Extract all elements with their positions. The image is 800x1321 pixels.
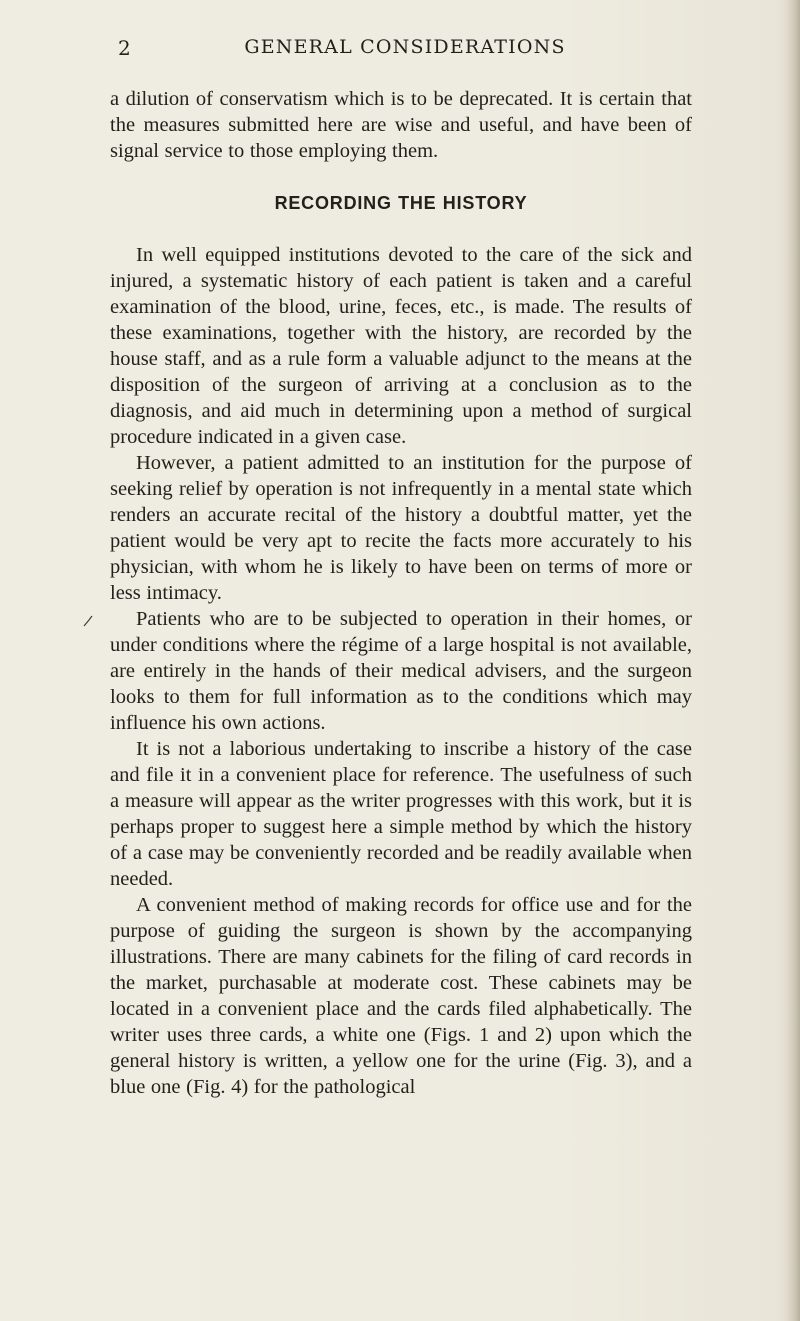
opening-paragraph: a dilution of conservatism which is to be deprecated. It is certain that the measures submitted here are wise and useful, and have been of signal service to those employing them. [110, 88, 692, 162]
page-edge-shadow [786, 0, 800, 1321]
paragraph: A convenient method of making records for office use and for the purpose of guiding the surgeon is shown by the accompanying illustrations. There are many cabinets for the filing of card records in the market, purchasable at moderate cost. These cabinets may be located in a convenient place and the cards filed alphabetically. The writer uses three cards, a white one (Figs. 1 and 2) upon which the general history is written, a yellow one for the urine (Fig. 3), and a blue one (Fig. 4) for the pathological [110, 894, 692, 1098]
body-text [110, 86, 692, 1100]
running-head [118, 36, 692, 64]
paragraph: It is not a laborious undertaking to inscribe a history of the case and file it in a convenient place for reference. The usefulness of such a measure will appear as the writer progresses with this work, but it is perhaps proper to suggest here a simple method by which the history of a case may be conveniently recorded and be readily available when needed. [110, 738, 692, 890]
paragraph: However, a patient admitted to an institution for the purpose of seeking relief by operation is not infrequently in a mental state which renders an accurate recital of the history a doubtful matter, yet the patient would be very apt to recite the facts more accurately to his physician, with whom he is likely to have been on terms of more or less intimacy. [110, 452, 692, 604]
paragraph: In well equipped institutions devoted to the care of the sick and injured, a systematic history of each patient is taken and a careful examination of the blood, urine, feces, etc., is made. The results of these examinations, together with the history, are recorded by the house staff, and as a rule form a valuable adjunct to the means at the disposition of the surgeon of arriving at a conclusion as to the diagnosis, and aid much in determining upon a method of surgical procedure indicated in a given case. [110, 244, 692, 448]
page-number: 2 [118, 36, 132, 60]
stray-pen-mark [83, 612, 93, 624]
running-title: GENERAL CONSIDERATIONS [244, 36, 566, 58]
paragraph: Patients who are to be subjected to operation in their homes, or under conditions where the régime of a large hospital is not available, are entirely in the hands of their medical advisers, and the surgeon looks to them for full information as to the conditions which may influence his own actions. [110, 608, 692, 734]
section-heading: RECORDING THE HISTORY [274, 193, 528, 213]
